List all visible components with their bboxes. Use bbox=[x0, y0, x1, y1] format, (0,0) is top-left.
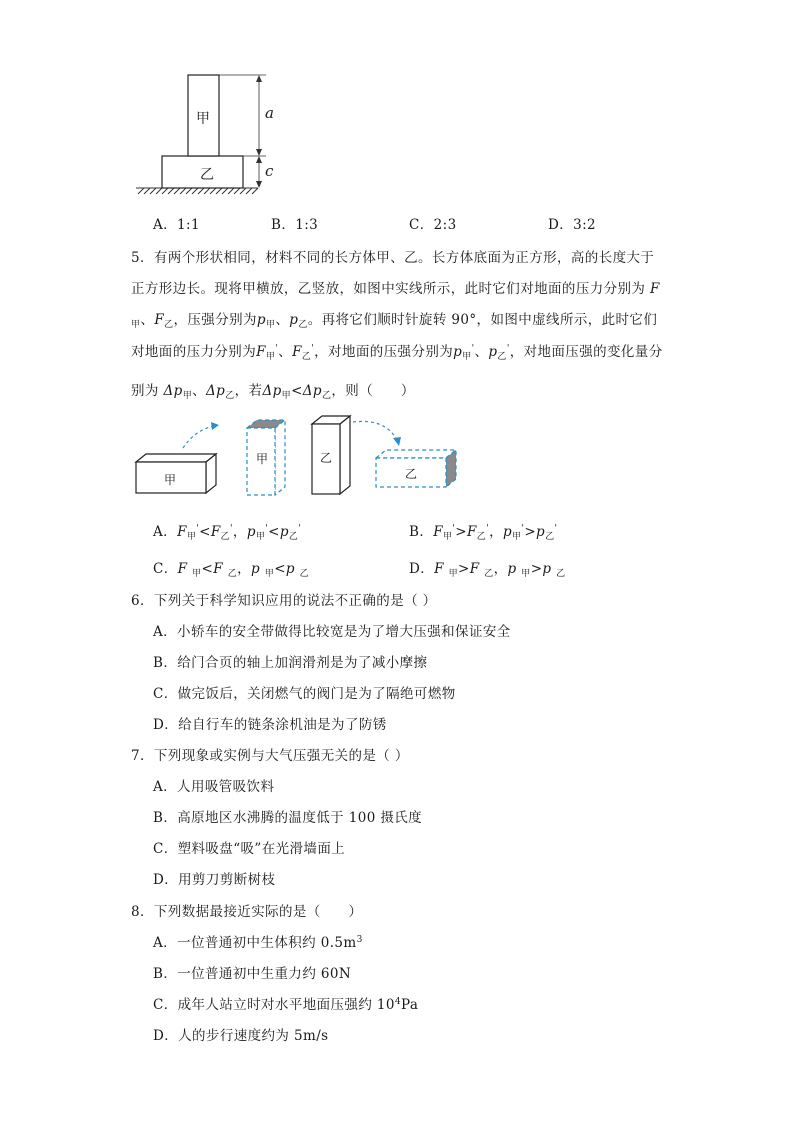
q5-option-d[interactable] bbox=[409, 557, 566, 579]
sub-yi: 乙 bbox=[484, 569, 494, 579]
lt: < bbox=[291, 383, 303, 399]
sym-F: F bbox=[433, 524, 444, 540]
q5-line-3-tail: ，压强分别为 bbox=[173, 312, 257, 328]
sub-yi: 乙 bbox=[476, 532, 487, 542]
label-c: c bbox=[265, 162, 274, 180]
sym-F: F bbox=[434, 561, 444, 577]
q5-line-4-head: 对地面的压力分别为 bbox=[131, 344, 257, 360]
comma: ， bbox=[493, 561, 508, 577]
option-label: B． bbox=[409, 524, 434, 540]
option-label: C． bbox=[153, 561, 178, 577]
q5-option-b[interactable] bbox=[409, 520, 557, 542]
q7-option-a[interactable]: A．人用吸管吸饮料 bbox=[153, 779, 275, 795]
q8-option-b[interactable]: B．一位普通初中生重力约 60N bbox=[153, 966, 352, 982]
q5-line-2-text: 正方形边长。现将甲横放，乙竖放，如图中实线所示，此时它们对地面的压力分别为 bbox=[131, 281, 646, 297]
arrow-head bbox=[393, 437, 401, 446]
sub-jia: 甲 bbox=[448, 569, 459, 579]
option-label: D． bbox=[409, 561, 435, 577]
sub-jia: 甲 bbox=[131, 320, 141, 330]
rotate-arrow-yi bbox=[353, 421, 397, 440]
sub-yi: 乙 bbox=[545, 532, 555, 542]
sub-jia: 甲 bbox=[182, 391, 193, 401]
q7-option-d[interactable]: D．用剪刀剪断树枝 bbox=[153, 872, 276, 888]
sym-p: p bbox=[256, 312, 266, 328]
sub-jia: 甲 bbox=[462, 352, 472, 362]
q7-option-b[interactable]: B．高原地区水沸腾的温度低于 100 摄氏度 bbox=[153, 810, 423, 826]
q5-line-5-mid: ，若 bbox=[234, 383, 263, 399]
q5-line-1: 5．有两个形状相同，材料不同的长方体甲、乙。长方体底面为正方形，高的长度大于 bbox=[131, 250, 655, 266]
sym-F: F bbox=[213, 561, 224, 577]
prime: ' bbox=[196, 524, 200, 534]
sub-jia: 甲 bbox=[265, 320, 276, 330]
sym-F: F bbox=[256, 344, 266, 360]
q5-option-c[interactable] bbox=[153, 557, 309, 579]
gt: > bbox=[524, 524, 537, 540]
sub-jia: 甲 bbox=[264, 569, 275, 579]
sym-delta-p: Δp bbox=[302, 383, 322, 399]
sub-yi: 乙 bbox=[225, 391, 235, 401]
superscript: 4 bbox=[394, 997, 402, 1007]
sym-F: F bbox=[177, 524, 187, 540]
prime: ' bbox=[230, 524, 233, 534]
q8-option-a-text: A．一位普通初中生体积约 0.5m bbox=[153, 935, 357, 951]
q7-stem: 7．下列现象或实例与大气压强无关的是（ ） bbox=[131, 748, 409, 764]
sep: 、 bbox=[140, 312, 155, 328]
lt: < bbox=[274, 561, 286, 577]
sub-yi: 乙 bbox=[321, 391, 332, 401]
superscript: 3 bbox=[356, 935, 363, 945]
lt: < bbox=[268, 524, 280, 540]
sym-delta-p: Δp bbox=[206, 383, 226, 399]
q5-line-5-head: 别为 bbox=[131, 383, 159, 399]
rotate-arrow-jia bbox=[183, 426, 214, 448]
sym-p: p bbox=[502, 524, 513, 540]
sym-F: F bbox=[177, 561, 188, 577]
sub-yi: 乙 bbox=[301, 352, 312, 362]
sub-yi: 乙 bbox=[497, 352, 507, 362]
comma: ， bbox=[489, 524, 503, 540]
sub-jia: 甲 bbox=[192, 569, 202, 579]
sym-delta-p: Δp bbox=[163, 383, 183, 399]
sym-p: p bbox=[536, 524, 546, 540]
sub-jia: 甲 bbox=[186, 532, 197, 542]
q8-stem: 8．下列数据最接近实际的是（ ） bbox=[131, 904, 363, 920]
option-label: A． bbox=[153, 524, 178, 540]
sep: 、 bbox=[192, 383, 207, 399]
q8-option-a[interactable] bbox=[153, 931, 363, 951]
sub-yi: 乙 bbox=[556, 569, 566, 579]
sub-yi: 乙 bbox=[299, 569, 310, 579]
fig-label-jia-lying: 甲 bbox=[164, 473, 177, 487]
q8-option-c[interactable] bbox=[153, 993, 418, 1013]
gt: > bbox=[455, 524, 468, 540]
sym-F: F bbox=[210, 524, 221, 540]
sym-F: F bbox=[154, 312, 165, 328]
sym-delta-p: Δp bbox=[262, 383, 282, 399]
q4-option-d[interactable]: D．3:2 bbox=[548, 217, 597, 233]
lt: < bbox=[199, 524, 211, 540]
sym-p: p bbox=[285, 561, 295, 577]
gt: > bbox=[530, 561, 543, 577]
q6-option-d[interactable]: D．给自行车的链条涂机油是为了防锈 bbox=[153, 717, 387, 733]
sym-p: p bbox=[251, 561, 261, 577]
q8-option-c-text: C．成年人站立时对水平地面压强约 10 bbox=[153, 997, 395, 1013]
q4-option-b[interactable]: B．1:3 bbox=[271, 217, 319, 233]
sym-p: p bbox=[289, 312, 299, 328]
sub-yi: 乙 bbox=[164, 320, 174, 330]
q5-line-4-mid: ，对地面的压强分别为 bbox=[314, 344, 454, 360]
prime: ' bbox=[311, 344, 315, 354]
q5-option-a[interactable] bbox=[153, 520, 301, 542]
sym-F: F bbox=[650, 281, 660, 297]
prime: ' bbox=[298, 524, 302, 534]
prime: ' bbox=[452, 524, 456, 534]
sep: 、 bbox=[474, 344, 489, 360]
sym-p: p bbox=[488, 344, 498, 360]
prime: ' bbox=[521, 524, 525, 534]
q6-option-c[interactable]: C．做完饭后，关闭燃气的阀门是为了隔绝可燃物 bbox=[153, 686, 456, 702]
label-a: a bbox=[265, 104, 274, 122]
fig-label-jia-standing: 甲 bbox=[256, 452, 269, 466]
prime: ' bbox=[471, 344, 475, 354]
arrow-head bbox=[211, 422, 219, 430]
prime: ' bbox=[554, 524, 558, 534]
label-yi: 乙 bbox=[200, 167, 214, 183]
sep: 、 bbox=[275, 312, 290, 328]
q4-option-c[interactable]: C．2:3 bbox=[409, 217, 457, 233]
lt: < bbox=[201, 561, 214, 577]
fig-label-yi-lying: 乙 bbox=[405, 467, 418, 481]
q6-option-a[interactable]: A．小轿车的安全带做得比较宽是为了增大压强和保证安全 bbox=[153, 624, 511, 640]
sub-jia: 甲 bbox=[512, 532, 522, 542]
sub-jia: 甲 bbox=[255, 532, 266, 542]
q5-line-4-end: ，对地面压强的变化量分 bbox=[509, 344, 663, 360]
sym-p: p bbox=[507, 561, 517, 577]
sym-F: F bbox=[469, 561, 480, 577]
sym-F: F bbox=[467, 524, 477, 540]
sym-p: p bbox=[279, 524, 289, 540]
prime: ' bbox=[486, 524, 490, 534]
q4-option-a[interactable]: A．1:1 bbox=[153, 217, 200, 233]
sub-jia: 甲 bbox=[443, 532, 453, 542]
prime: ' bbox=[275, 344, 279, 354]
fig-label-yi-standing: 乙 bbox=[320, 451, 333, 465]
sep: 、 bbox=[278, 344, 293, 360]
sub-jia: 甲 bbox=[521, 569, 531, 579]
sub-yi: 乙 bbox=[227, 569, 238, 579]
sub-yi: 乙 bbox=[288, 532, 299, 542]
label-jia: 甲 bbox=[196, 111, 210, 127]
gt: > bbox=[458, 561, 470, 577]
sym-p: p bbox=[542, 561, 552, 577]
q5-line-3-end: 。再将它们顺时针旋转 90°，如图中虚线所示，此时它们 bbox=[307, 312, 658, 328]
sub-yi: 乙 bbox=[220, 532, 231, 542]
prime: ' bbox=[265, 524, 269, 534]
sub-jia: 甲 bbox=[281, 391, 292, 401]
q6-stem: 6．下列关于科学知识应用的说法不正确的是（ ） bbox=[131, 593, 437, 609]
sym-F: F bbox=[292, 344, 302, 360]
comma: ， bbox=[237, 561, 252, 577]
sub-jia: 甲 bbox=[265, 352, 276, 362]
q5-line-5-end: ，则（ ） bbox=[331, 383, 415, 399]
q8-option-d[interactable]: D．人的步行速度约为 5m/s bbox=[153, 1028, 329, 1044]
q6-option-b[interactable]: B．给门合页的轴上加润滑剂是为了减小摩擦 bbox=[153, 655, 428, 671]
prime: ' bbox=[506, 344, 510, 354]
comma: ， bbox=[232, 524, 247, 540]
sub-yi: 乙 bbox=[298, 320, 308, 330]
q7-option-c[interactable]: C．塑料吸盘“吸”在光滑墙面上 bbox=[153, 841, 346, 857]
unit: Pa bbox=[401, 997, 419, 1013]
sym-p: p bbox=[246, 524, 256, 540]
sym-p: p bbox=[453, 344, 463, 360]
